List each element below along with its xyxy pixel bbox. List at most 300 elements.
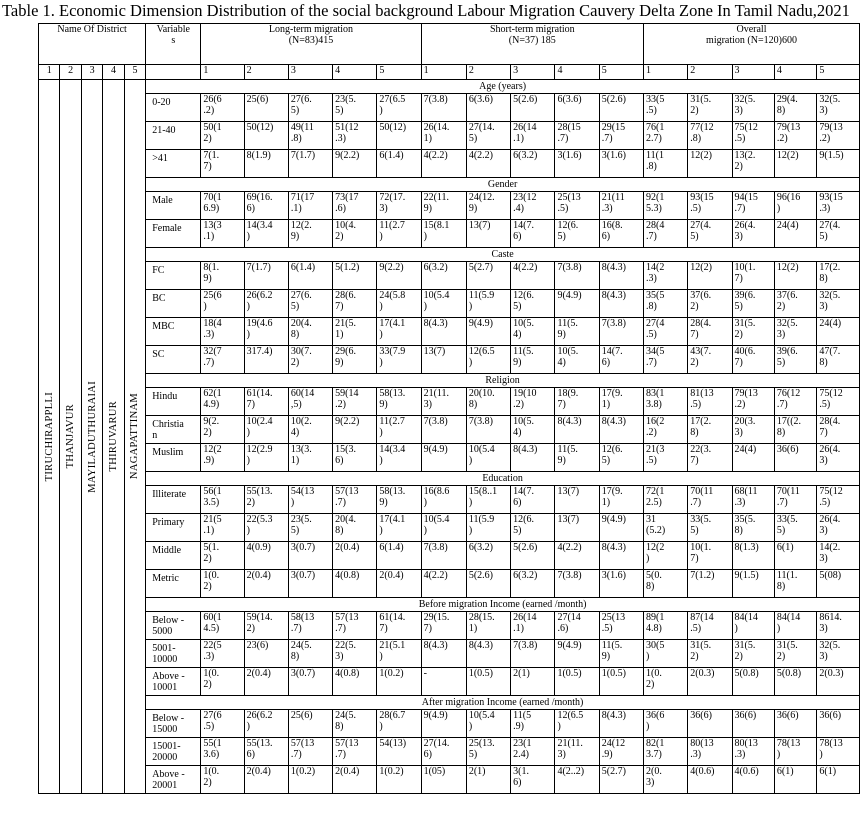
table-cell: 27(14 .6) [555,612,599,640]
table-cell: 57(13 .7) [333,612,377,640]
table-cell: 17(4.1 ) [377,318,421,346]
table-cell: 55(1 3.6) [201,738,244,766]
table-cell: 31 (5.2) [644,514,688,542]
table-cell: 10(5.4 ) [466,710,510,738]
variable-label: Middle [146,542,201,570]
table-cell: 71(17 .1) [288,192,332,220]
column-number: 5 [377,65,421,80]
table-cell: 5(2.7) [466,262,510,290]
district-number: 5 [124,65,145,80]
table-cell: 12(6. 5) [511,290,555,318]
column-number: 3 [511,65,555,80]
table-cell: 18(4 .3) [201,318,244,346]
table-cell: 3(0.7) [288,542,332,570]
table-cell: 31(5. 2) [688,640,732,668]
section-header: After migration Income (earned /month) [146,696,860,710]
table-cell: 15(3. 6) [333,444,377,472]
table-cell: 79(13 .2) [732,388,774,416]
table-cell: 1(0.2) [377,766,421,794]
table-cell: 6(3.2) [421,262,466,290]
table-cell: 17(2. 8) [688,416,732,444]
table-cell: 77(12 .8) [688,122,732,150]
table-cell: 27(6. 5) [288,94,332,122]
table-cell: 8614. 3) [817,612,860,640]
table-cell: 5(2.7) [599,766,643,794]
district-name: TIRUCHIRAPPLLI [43,391,55,482]
table-cell: 22(11. 9) [421,192,466,220]
table-cell: 12(6. 5) [599,444,643,472]
table-cell: 30(7. 2) [288,346,332,374]
table-cell: 9(4.9) [599,514,643,542]
table-cell: 31(5. 2) [732,318,774,346]
table-cell: 39(6. 5) [774,346,817,374]
table-cell: 81(13 .5) [688,388,732,416]
column-number: 4 [555,65,599,80]
district-name-wrap [39,392,59,481]
table-cell: 25(6) [288,710,332,738]
table-cell: 24(12. 9) [466,192,510,220]
table-cell: 21(11 .3) [599,192,643,220]
table-cell: 6(1.4) [288,262,332,290]
table-cell: 50(1 2) [201,122,244,150]
table-cell: 9(4.9) [421,710,466,738]
table-cell: 22(5.3 ) [244,514,288,542]
table-cell: 32(7 .7) [201,346,244,374]
table-cell: 1(05) [421,766,466,794]
table-cell: 8(1.9) [244,150,288,178]
table-cell: 4(2.2) [466,150,510,178]
district-name-wrap [82,381,102,493]
section-header: Caste [146,248,860,262]
variables-header: Variable s [146,24,201,65]
table-cell: 29(15 .7) [599,122,643,150]
table-cell: 50(12) [377,122,421,150]
table-cell: 12(6. 5) [511,514,555,542]
variable-label: Below - 5000 [146,612,201,640]
district-header: Name Of District [39,24,146,65]
table-cell: 4(0.6) [732,766,774,794]
table-cell: 26(6.2 ) [244,290,288,318]
table-cell: 61(14. 7) [377,612,421,640]
table-cell: 24(4) [774,220,817,248]
table-cell: 37(6. 2) [774,290,817,318]
table-cell: 10(5.4 ) [466,444,510,472]
table-cell: 5(2.6) [599,94,643,122]
table-cell: 75(12 .5) [817,388,860,416]
variable-label: 0-20 [146,94,201,122]
table-cell: 29(6. 9) [333,346,377,374]
table-cell: 94(15 .7) [732,192,774,220]
table-cell: 13(2. 2) [732,150,774,178]
column-number: 3 [732,65,774,80]
table-cell: 21(11. 3) [421,388,466,416]
table-cell: 32(5. 3) [817,94,860,122]
table-cell: 70(11 .7) [688,486,732,514]
table-cell: 25(13. 5) [466,738,510,766]
table-cell: 75(12 .5) [817,486,860,514]
table-cell: 9(4.9) [555,640,599,668]
table-cell: 23(1 2.4) [511,738,555,766]
group-header-1: Long-term migration (N=83)415 [201,24,421,65]
table-cell: 60(14 ,5) [288,388,332,416]
table-cell: 12(2) [774,262,817,290]
district-name: NAGAPATTINAM [129,393,141,480]
table-cell: 25(13 .5) [599,612,643,640]
table-cell: 56(1 3.5) [201,486,244,514]
table-cell: 26(14 .1) [511,612,555,640]
table-cell: 7(3.8) [511,640,555,668]
table-cell: 2(1) [466,766,510,794]
table-cell: 8(4.3) [599,290,643,318]
table-cell: 6(3.2) [511,570,555,598]
table-cell: 21(3 .5) [644,444,688,472]
variable-label: Below - 15000 [146,710,201,738]
table-cell: 1(0.5) [466,668,510,696]
table-cell: 11(5.9 ) [466,290,510,318]
column-number: 2 [244,65,288,80]
table-cell: 33(7.9 ) [377,346,421,374]
table-cell: 8(4.3) [599,262,643,290]
variable-label: BC [146,290,201,318]
table-cell: 19(4.6 ) [244,318,288,346]
table-cell: 83(1 3.8) [644,388,688,416]
table-cell: 23(5. 5) [288,514,332,542]
table-cell: 4(0.8) [333,668,377,696]
table-cell: 17((2. 8) [774,416,817,444]
section-header: Gender [146,178,860,192]
table-cell: 23(5. 5) [333,94,377,122]
table-cell: 12(6.5 ) [555,710,599,738]
table-cell: 57(13 .7) [288,738,332,766]
table-cell: 36(6) [688,710,732,738]
column-number: 1 [201,65,244,80]
table-cell: 12(2) [774,150,817,178]
table-cell: 4(2..2) [555,766,599,794]
table-cell: 60(1 4.5) [201,612,244,640]
table-cell: 32(5. 3) [817,640,860,668]
table-cell: 1(0. 2) [644,668,688,696]
table-cell: 1(0.2) [288,766,332,794]
table-cell: 25(6 ) [201,290,244,318]
district-name: THANJAVUR [65,404,77,469]
table-cell: 9(1.5) [732,570,774,598]
variable-label: FC [146,262,201,290]
table-cell: 5(0.8) [732,668,774,696]
district-number: 3 [81,65,102,80]
table-cell: 14(7. 6) [599,346,643,374]
variable-label: 5001- 10000 [146,640,201,668]
table-cell: 28(15 .7) [555,122,599,150]
table-cell: 1(0.5) [599,668,643,696]
variable-label: 21-40 [146,122,201,150]
table-cell: 26(6 .2) [201,94,244,122]
table-cell: 59(14. 2) [244,612,288,640]
table-cell: 7(3.8) [421,416,466,444]
table-cell: 4(2.2) [421,150,466,178]
table-cell: 2(0.3) [817,668,860,696]
table-cell: 12(2.9 ) [244,444,288,472]
table-cell: 80(13 .3) [688,738,732,766]
table-cell: 12(2) [688,150,732,178]
migration-table [38,23,860,794]
table-cell: 20(10. 8) [466,388,510,416]
table-cell: 36(6) [774,444,817,472]
table-cell: 23(12 .4) [511,192,555,220]
table-cell: 29(4. 8) [774,94,817,122]
variable-label: 15001- 20000 [146,738,201,766]
table-cell: 15(8..1 ) [466,486,510,514]
table-cell: 27(14. 6) [421,738,466,766]
table-cell: 76(12 .7) [774,388,817,416]
table-cell: 11(1. 8) [774,570,817,598]
table-cell: 12(2) [688,262,732,290]
table-cell: 11(2.7 ) [377,220,421,248]
table-cell: 1(0. 2) [201,570,244,598]
table-cell: 7(1. 7) [201,150,244,178]
table-cell: 10(2.4 ) [244,416,288,444]
table-cell: 3(1.6) [599,150,643,178]
table-cell: 9(4.9) [421,444,466,472]
table-cell: 9(1.5) [817,150,860,178]
table-cell: 12(2 .9) [201,444,244,472]
table-cell: 4(2.2) [421,570,466,598]
table-cell: 1(0. 2) [201,766,244,794]
variable-label: Female [146,220,201,248]
table-cell: 14(2 .3) [644,262,688,290]
table-cell: 33(5. 5) [688,514,732,542]
table-cell: 24(5.8 ) [377,290,421,318]
table-cell: 6(1.4) [377,150,421,178]
table-cell: 14(3.4 ) [244,220,288,248]
section-header: Education [146,472,860,486]
table-cell: 3(1.6) [599,570,643,598]
variable-label: >41 [146,150,201,178]
table-cell: 24(4) [817,318,860,346]
table-cell: 32(5. 3) [732,94,774,122]
table-cell: 27(4. 5) [817,220,860,248]
table-cell: 58(13 .7) [288,612,332,640]
table-cell: 17(9. 1) [599,486,643,514]
table-cell: 27(6. 5) [288,290,332,318]
district-number: 4 [103,65,124,80]
table-cell: 20(4. 8) [333,514,377,542]
table-cell: 33(5 .5) [644,94,688,122]
district-name: THIRUVARUR [108,401,120,472]
table-cell: 39(6. 5) [732,290,774,318]
table-cell: 35(5. 8) [732,514,774,542]
table-cell: 96(16 ) [774,192,817,220]
table-cell: 10(4. 2) [333,220,377,248]
table-cell: 4(0.6) [688,766,732,794]
table-cell: 11(5.9 ) [466,514,510,542]
table-cell: 15(8.1 ) [421,220,466,248]
table-cell: 317.4) [244,346,288,374]
table-cell: 76(1 2.7) [644,122,688,150]
district-cell-3 [81,80,102,794]
table-cell: 4(0.8) [333,570,377,598]
table-cell: 1(0. 2) [201,668,244,696]
table-cell: 34(5 .7) [644,346,688,374]
table-cell: 62(1 4.9) [201,388,244,416]
variable-label: Illiterate [146,486,201,514]
district-cell-1 [39,80,60,794]
table-cell: 7(3.8) [599,318,643,346]
column-number: 1 [421,65,466,80]
table-cell: 3(0.7) [288,570,332,598]
table-cell: 5(0. 8) [644,570,688,598]
table-cell: 7(1.7) [244,262,288,290]
table-cell: 2(0.4) [244,766,288,794]
table-cell: 79(13 .2) [774,122,817,150]
table-cell: 17(9. 1) [599,388,643,416]
column-number: 1 [644,65,688,80]
table-cell: 5(0.8) [774,668,817,696]
table-cell: 27(4 .5) [644,318,688,346]
table-cell: 9(2.2) [333,416,377,444]
table-cell: 92(1 5.3) [644,192,688,220]
table-cell: 1(0.2) [377,668,421,696]
table-cell: 20(4. 8) [288,318,332,346]
table-cell: 70(11 .7) [774,486,817,514]
table-cell: 80(13 .3) [732,738,774,766]
table-cell: 24(5. 8) [333,710,377,738]
table-cell: 37(6. 2) [688,290,732,318]
table-cell: 6(1) [774,766,817,794]
table-cell: 32(5. 3) [817,290,860,318]
table-cell: 11(2.7 ) [377,416,421,444]
table-cell: 30(5 ) [644,640,688,668]
table-cell: 6(3.6) [555,94,599,122]
table-cell: 5(1. 2) [201,542,244,570]
table-cell: 36(6 ) [644,710,688,738]
table-cell: 9(4.9) [466,318,510,346]
table-cell: 7(3.8) [421,542,466,570]
table-cell: 10(5.4 ) [421,514,466,542]
table-cell: 12(2 ) [644,542,688,570]
table-cell: 8(4.3) [599,710,643,738]
variable-label: Metric [146,570,201,598]
table-cell: 24(4) [732,444,774,472]
table-cell: 31(5. 2) [688,94,732,122]
district-name-wrap [125,393,145,479]
table-cell: 17(2. 8) [817,262,860,290]
table-cell: 16(8.6 ) [421,486,466,514]
table-cell: 10(5.4 ) [421,290,466,318]
table-cell: 93(15 .3) [817,192,860,220]
table-cell: 13(3. 1) [288,444,332,472]
table-cell: 36(6) [774,710,817,738]
table-cell: 31(5. 2) [774,640,817,668]
table-cell: 2(0.4) [244,668,288,696]
table-cell: 4(2.2) [555,542,599,570]
table-cell: 55(13. 2) [244,486,288,514]
table-cell: 72(1 2.5) [644,486,688,514]
table-cell: 14(7. 6) [511,486,555,514]
table-cell: 21(5. 1) [333,318,377,346]
table-cell: 31(5. 2) [732,640,774,668]
table-cell: 16(8. 6) [599,220,643,248]
table-cell: 22(3. 7) [688,444,732,472]
table-cell: 11(5. 9) [555,318,599,346]
table-cell: 11(5. 9) [555,444,599,472]
table-cell: 6(1.4) [377,542,421,570]
table-cell: 18(9. 7) [555,388,599,416]
table-caption: Table 1. Economic Dimension Distribution of the social background Labour Migration Cauvery Delta Zone In Tamil Nadu,2021 [2,1,850,20]
variable-label: Male [146,192,201,220]
column-number: 3 [288,65,332,80]
table-cell: 29(15. 7) [421,612,466,640]
table-cell: 2(0.4) [244,570,288,598]
district-name-wrap [103,401,123,471]
table-cell: 27(6.5 ) [377,94,421,122]
table-cell: 6(1) [774,542,817,570]
table-cell: 17(4.1 ) [377,514,421,542]
table-cell: 6(3.2) [511,150,555,178]
table-cell: 21(5 .1) [201,514,244,542]
table-cell: 26(14. 1) [421,122,466,150]
table-cell: 5(2.6) [466,570,510,598]
table-cell: 68(11 .3) [732,486,774,514]
table-cell: 27(4. 5) [688,220,732,248]
table-cell: 36(6) [732,710,774,738]
table-cell: 2(0.3) [688,668,732,696]
table-cell: 27(6 .5) [201,710,244,738]
district-number: 2 [60,65,81,80]
table-cell: 6(3.6) [466,94,510,122]
table-cell: 11(5. 9) [511,346,555,374]
table-cell: 87(14 .5) [688,612,732,640]
table-cell: 28(4 .7) [644,220,688,248]
table-cell: 10(2. 4) [288,416,332,444]
table-cell: 35(5 .8) [644,290,688,318]
table-cell: 43(7. 2) [688,346,732,374]
table-cell: 4(2.2) [511,262,555,290]
table-cell: 16(2 .2) [644,416,688,444]
table-cell: 19(10 .2) [511,388,555,416]
table-cell: 84(14 ) [732,612,774,640]
table-cell: 26(4. 3) [732,220,774,248]
table-cell: 8(1.3) [732,542,774,570]
table-cell: 8(1. 9) [201,262,244,290]
table-cell: 8(4.3) [555,416,599,444]
table-cell: 24(12 .9) [599,738,643,766]
table-cell: 11(5. 9) [599,640,643,668]
table-cell: 26(14 .1) [511,122,555,150]
table-cell: 36(6) [817,710,860,738]
table-cell: 8(4.3) [599,416,643,444]
table-cell: 13(7) [555,514,599,542]
table-cell: 22(5. 3) [333,640,377,668]
variable-label: Hindu [146,388,201,416]
table-cell: 32(5. 3) [774,318,817,346]
table-cell: 89(1 4.8) [644,612,688,640]
table-cell: 9(2. 2) [201,416,244,444]
table-cell: 49(11 .8) [288,122,332,150]
table-cell: 8(4.3) [466,640,510,668]
table-cell: 7(3.8) [421,94,466,122]
table-cell: 8(4.3) [421,318,466,346]
table-cell: 51(12 .3) [333,122,377,150]
table-cell: 25(6) [244,94,288,122]
table-cell: 84(14 ) [774,612,817,640]
column-number: 4 [333,65,377,80]
district-cell-5 [124,80,145,794]
district-number: 1 [39,65,60,80]
table-cell: 57(13 .7) [333,738,377,766]
table-cell: 79(13 .2) [817,122,860,150]
table-cell: 23(6) [244,640,288,668]
table-cell: 7(3.8) [555,262,599,290]
